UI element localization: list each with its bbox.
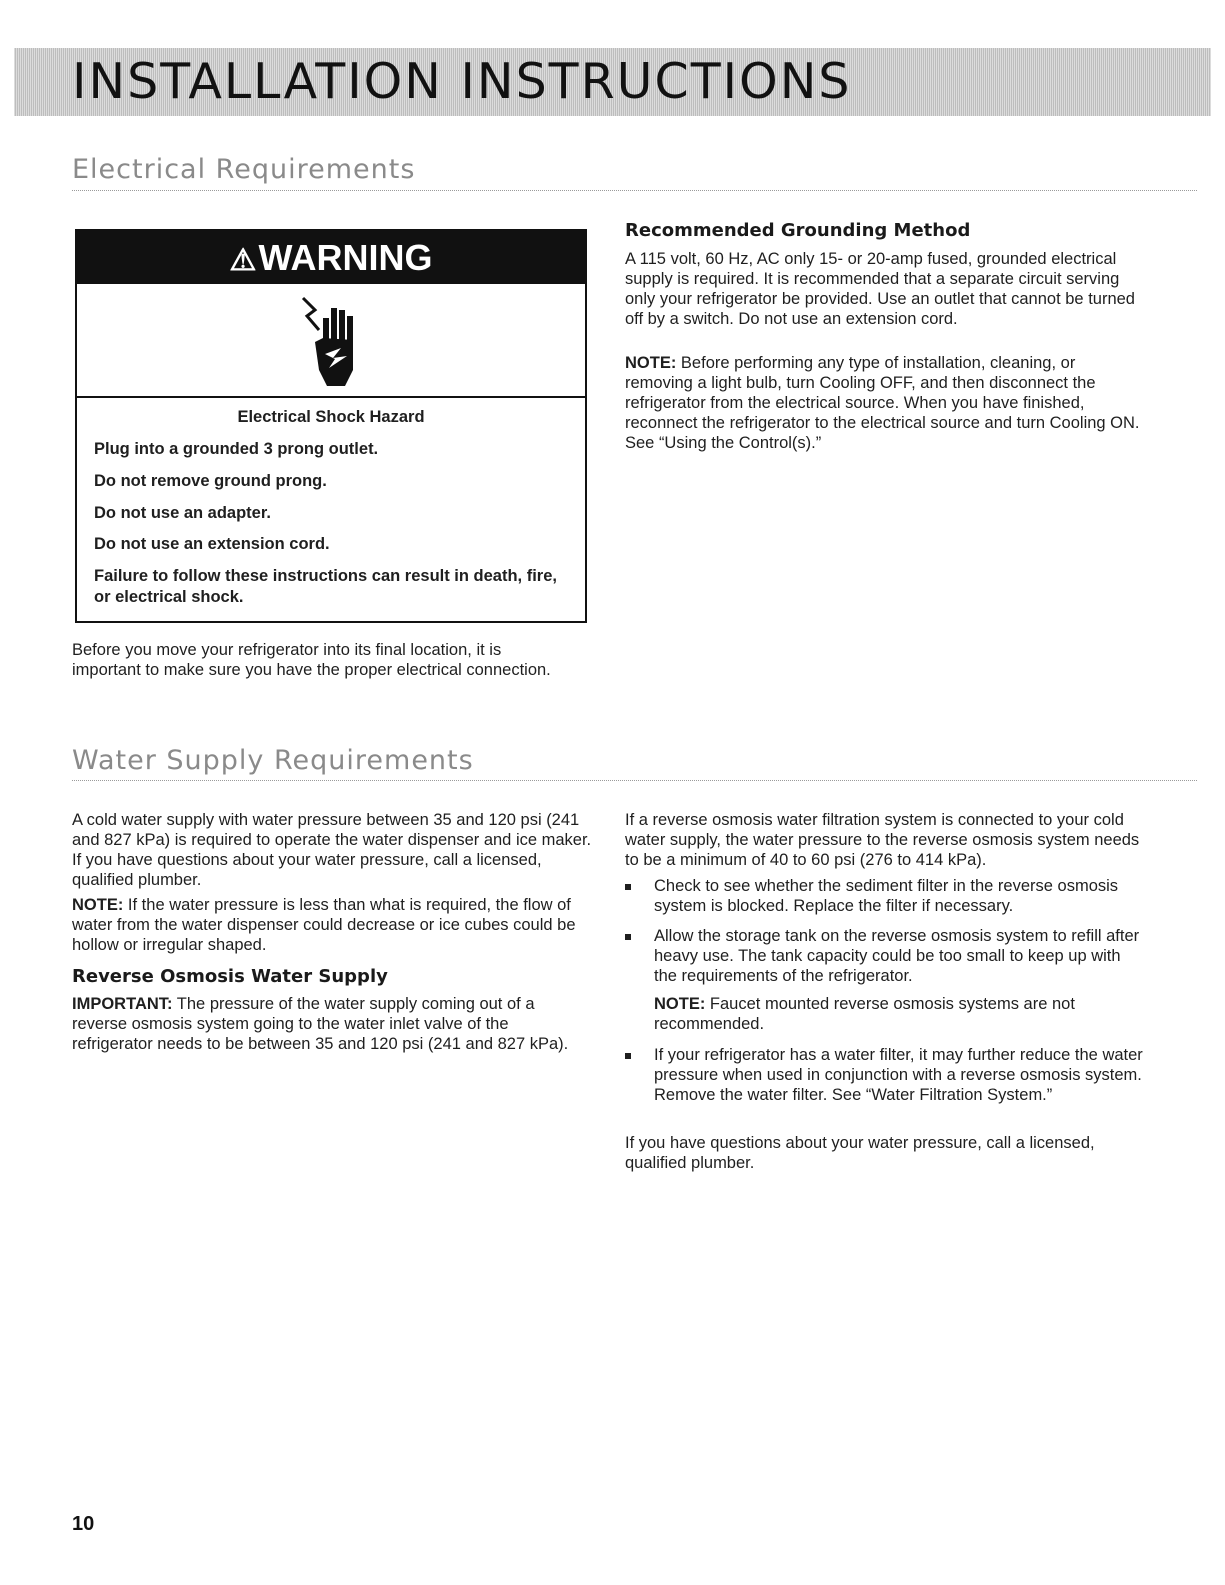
note-label: NOTE:: [654, 995, 706, 1013]
important-label: IMPORTANT:: [72, 995, 173, 1013]
hazard-icon-area: [77, 284, 585, 398]
note-label: NOTE:: [72, 896, 124, 914]
bullet-marker: [625, 1053, 631, 1059]
note-text: If the water pressure is less than what is required, the flow of water from the water dispenser could decrease or ice cubes could be hollow or irregular shaped.: [72, 896, 576, 954]
note-text: Before performing any type of installation, cleaning, or removing a light bulb, turn Cooling OFF, and then disconnect the refrigerator from the electrical source. When you have finished, reconnect the refrigerator to the electrical source and turn Cooling ON. See “Using the Control(s).”: [625, 354, 1140, 452]
note-text: Faucet mounted reverse osmosis systems are not recommended.: [654, 995, 1075, 1033]
section-rule: [72, 190, 1197, 191]
water-heading: Water Supply Requirements: [72, 745, 474, 776]
bullet-item: Check to see whether the sediment filter in the reverse osmosis system is blocked. Replace the filter if necessary.: [654, 877, 1119, 915]
warning-box: [75, 229, 587, 623]
grounding-text: A 115 volt, 60 Hz, AC only 15- or 20-amp fused, grounded electrical supply is required. It is recommended that a separate circuit serving only your refrigerator be provided. Use an outlet that cannot be turned off by a switch. Do not use an extension cord.: [625, 250, 1135, 328]
warning-line: Failure to follow these instructions can result in death, fire, or electrical shock.: [94, 567, 557, 606]
important-text: The pressure of the water supply coming out of a reverse osmosis system going to the water inlet valve of the refrigerator needs to be between 35 and 120 psi (241 and 827 kPa).: [72, 995, 569, 1053]
warning-title-text: WARNING: [258, 237, 433, 278]
page-number: 10: [72, 1513, 95, 1535]
ro-intro: If a reverse osmosis water filtration system is connected to your cold water supply, the water pressure to the reverse osmosis system needs to be a minimum of 40 to 60 psi (276 to 414 kPa).: [625, 811, 1140, 869]
warning-line: Do not remove ground prong.: [94, 472, 327, 490]
hazard-label: Electrical Shock Hazard: [237, 408, 425, 426]
water-note: [72, 895, 592, 955]
warning-line: Plug into a grounded 3 prong outlet.: [94, 440, 379, 458]
warning-title: [77, 231, 585, 287]
ro-important: [72, 994, 592, 1054]
bullet-item: Allow the storage tank on the reverse osmosis system to refill after heavy use. The tank capacity could be too small to keep up with the requirements of the refrigerator.: [654, 927, 1140, 985]
electric-shock-hand-icon: [301, 296, 363, 388]
header-banner: [14, 48, 1211, 116]
electrical-heading: Electrical Requirements: [72, 154, 416, 185]
warning-line: Do not use an adapter.: [94, 504, 271, 522]
closing-text: If you have questions about your water pressure, call a licensed, qualified plumber.: [625, 1134, 1095, 1172]
water-intro: A cold water supply with water pressure between 35 and 120 psi (241 and 827 kPa) is required to operate the water dispenser and ice maker. If you have questions about your water pressure, call a licensed, qualified plumber.: [72, 811, 592, 889]
warning-triangle-icon: ⚠: [229, 244, 257, 277]
grounding-note: [625, 353, 1145, 453]
bullet-marker: [625, 934, 631, 940]
bullet-item: If your refrigerator has a water filter, it may further reduce the water pressure when used in conjunction with a reverse osmosis system. Remove the water filter. See “Water Filtration System.”: [654, 1046, 1143, 1104]
bullet-note: [654, 994, 1144, 1034]
grounding-title: Recommended Grounding Method: [625, 220, 971, 241]
warning-line: Do not use an extension cord.: [94, 535, 330, 553]
note-label: NOTE:: [625, 354, 677, 372]
ro-title: Reverse Osmosis Water Supply: [72, 966, 388, 987]
before-move-text: Before you move your refrigerator into its final location, it is important to make sure you have the proper electrical connection.: [72, 641, 551, 679]
bullet-marker: [625, 884, 631, 890]
section-rule: [72, 780, 1197, 781]
warning-header: [77, 231, 585, 284]
page-title: INSTALLATION INSTRUCTIONS: [72, 53, 852, 110]
